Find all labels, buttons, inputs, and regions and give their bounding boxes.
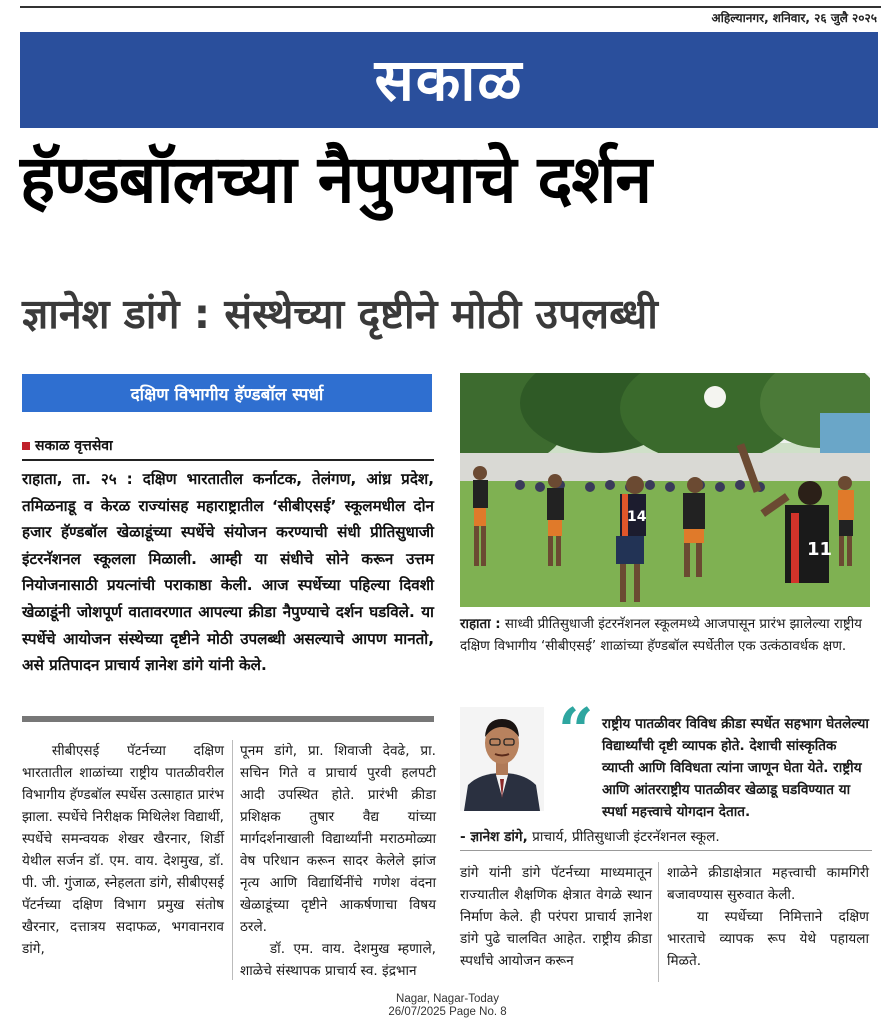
portrait-photo (460, 707, 544, 811)
section-bar-label: दक्षिण विभागीय हॅण्डबॉल स्पर्धा (130, 384, 324, 405)
byline (22, 436, 113, 455)
body-paragraph: या स्पर्धेच्या निमित्ताने दक्षिण भारताचे व्यापक रूप येथे पहायला मिळते. (667, 909, 869, 969)
column-divider (658, 862, 659, 982)
byline-label: सकाळ वृत्तसेवा (35, 438, 113, 454)
byline-rule (22, 459, 434, 461)
masthead-title: सकाळ (374, 46, 524, 114)
section-bar (22, 374, 432, 412)
jersey-number: 11 (807, 539, 833, 560)
footer-date-page: 26/07/2025 Page No. 8 (388, 1006, 507, 1018)
quote-mark-icon: “ (558, 694, 594, 767)
quote-credit-name: - ज्ञानेश डांगे, (460, 829, 528, 845)
jersey-number: 14 (627, 509, 647, 525)
lead-paragraph: राहाता, ता. २५ : दक्षिण भारतातील कर्नाटक, तेलंगण, आंध्र प्रदेश, तमिळनाडू व केरळ राज्यांसह महाराष्ट्रातील ‘सीबीएसई’ स्कूलमधील दोन हजार हॅण्डबॉल खेळाडूंच्या स्पर्धेचे संयोजन करण्याची संधी प्रीतिसुधाजी इंटरनॅशनल स्कूलला मिळाली. आम्ही या संधीचे सोने करून उत्तम नियोजनासाठी प्रयत्नांची पराकाष्ठा केली. आज स्पर्धेच्या पहिल्या दिवशी खेळाडूंनी जोशपूर्ण वातावरणात आपल्या क्रीडा नैपुण्याचे दर्शन घडविले. या स्पर्धेचे आयोजन संस्थेच्या दृष्टीने मोठी उपलब्धी असल्याचे आपण मानतो, असे प्रतिपादन प्राचार्य ज्ञानेश डांगे यांनी केले. (22, 470, 434, 675)
lead-rule (22, 716, 434, 722)
masthead (20, 32, 878, 128)
headline: हॅण्डबॉलच्या नैपुण्याचे दर्शन (20, 141, 652, 218)
quote-credit-role: प्राचार्य, प्रीतिसुधाजी इंटरनॅशनल स्कूल. (532, 829, 720, 845)
photo-caption (460, 614, 872, 658)
body-column-2 (240, 740, 436, 982)
quote-rule (460, 850, 872, 851)
caption-text: साध्वी प्रीतिसुधाजी इंटरनॅशनल स्कूलमध्ये आजपासून प्रारंभ झालेल्या राष्ट्रीय दक्षिण विभागीय ‘सीबीएसई’ शाळांच्या हॅण्डबॉल स्पर्धेतील एक उत्कंठावर्धक क्षण. (460, 617, 862, 654)
body-paragraph: पूनम डांगे, प्रा. शिवाजी देवढे, प्रा. सचिन गिते व प्राचार्य पुरवी हलपटी आदी उपस्थित होते. प्रारंभी क्रीडा प्रशिक्षक तुषार वैद्य यांच्या मार्गदर्शनाखाली विद्यार्थ्यांनी मराठमोळ्या वेष परिधान करून सादर केलेले झांज नृत्य आणि विद्यार्थिनींचे गणेश वंदना खेळाडूंच्या दृष्टीने आकर्षणाचा विषय ठरले. (240, 743, 436, 935)
footer-edition: Nagar, Nagar-Today (396, 993, 499, 1005)
body-paragraph: डांगे यांनी डांगे पॅटर्नच्या माध्यमातून राज्यातील शैक्षणिक क्षेत्रात वेगळे स्थान निर्माण केले. ही परंपरा प्राचार्य ज्ञानेश डांगे पुढे चालवित आहेत. राष्ट्रीय क्रीडा स्पर्धांचे आयोजन करून (460, 865, 652, 969)
pull-quote: राष्ट्रीय पातळीवर विविध क्रीडा स्पर्धेत सहभाग घेतलेल्या विद्यार्थ्यांची दृष्टी व्यापक होते. देशाची सांस्कृतिक व्याप्ती आणि विविधता त्यांना जाणून घेता येते. राष्ट्रीय आणि आंतरराष्ट्रीय पातळीवर खेळाडू घडविण्यात या स्पर्धा महत्त्वाचे योगदान देतात. (602, 716, 869, 820)
dateline: अहिल्यानगर, शनिवार, २६ जुलै २०२५ (711, 11, 877, 25)
body-column-1 (22, 740, 224, 960)
top-rule (20, 6, 881, 8)
page-footer (0, 993, 895, 1019)
caption-place: राहाता : (460, 617, 501, 632)
article-photo (460, 373, 870, 607)
body-paragraph: डॉ. एम. वाय. देशमुख म्हणाले, शाळेचे संस्थापक प्राचार्य स्व. इंद्रभान (240, 941, 436, 979)
byline-square-icon (22, 442, 30, 450)
body-paragraph: शाळेने क्रीडाक्षेत्रात महत्त्वाची कामगिरी बजावण्यास सुरुवात केली. (667, 865, 869, 903)
column-divider (232, 740, 233, 980)
subheadline: ज्ञानेश डांगे : संस्थेच्या दृष्टीने मोठी उपलब्धी (22, 290, 658, 338)
body-paragraph: सीबीएसई पॅटर्नच्या दक्षिण भारतातील शाळांच्या राष्ट्रीय पातळीवरील विभागीय हॅण्डबॉल स्पर्धेस उत्साहात प्रारंभ झाला. स्पर्धेचे निरीक्षक मिथिलेश विद्यार्थी, स्पर्धेचे समन्वयक शेखर खैरनार, शिर्डी येथील सर्जन डॉ. एम. वाय. देशमुख, डॉ. पी. जी. गुंजाळ, स्नेहलता डांगे, सीबीएसई पॅटर्नच्या दक्षिण विभाग प्रमुख संतोष खैरनार, दत्तात्रय सदाफळ, भगवानराव डांगे, (22, 743, 224, 957)
body-column-4 (667, 862, 869, 972)
body-column-3 (460, 862, 652, 972)
quote-credit (460, 826, 720, 845)
